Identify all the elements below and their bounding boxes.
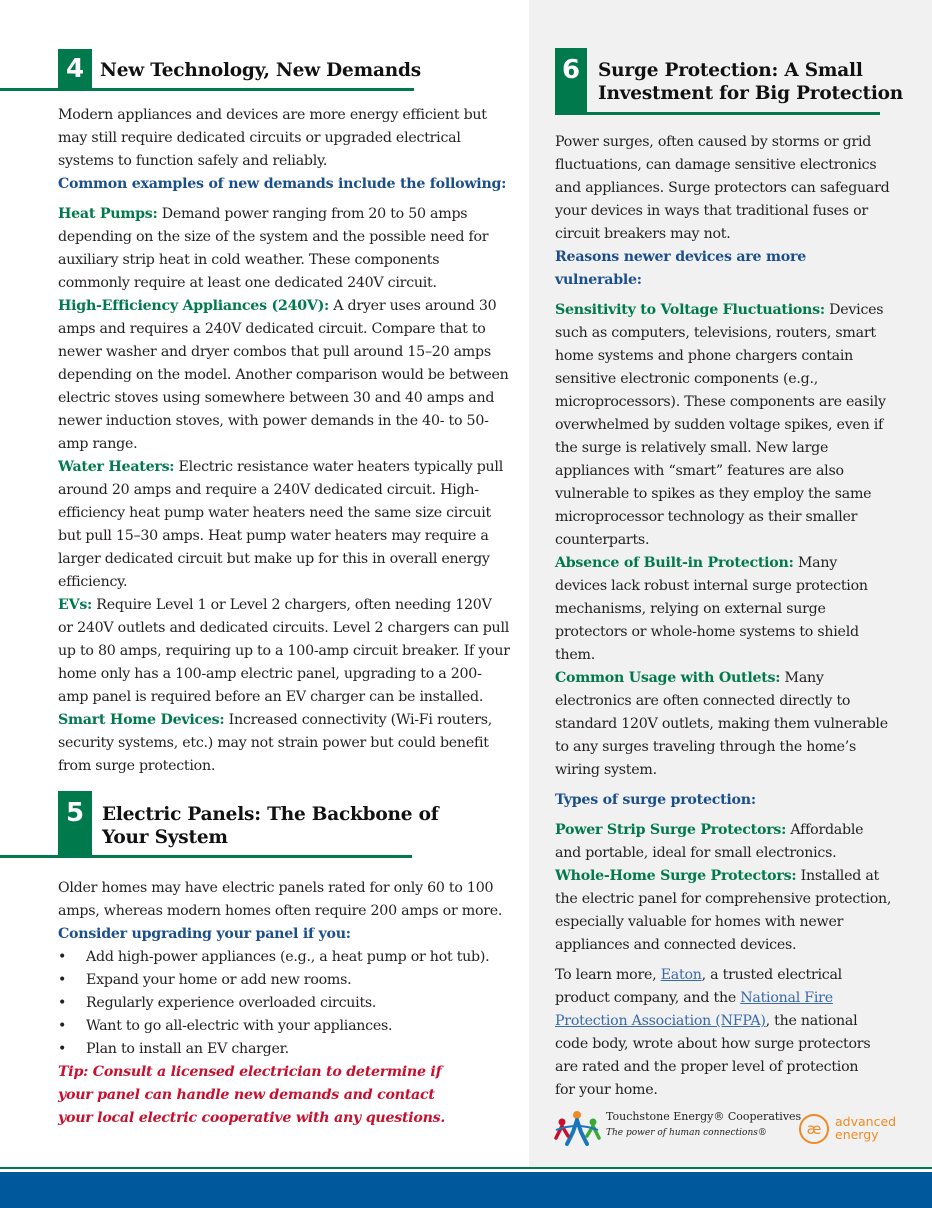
item-high-efficiency-appliances: High-Efficiency Appliances (240V): A dryer uses around 30 amps and requires a 240V dedicated circuit. Compare that to newer washer and dryer combos that pull around 15–20 amps depending on the model. Another comparison would be between electric stoves using somewhere between 30 and 40 amps and newer induction stoves, with power demands in the 40- to 50-amp range. (58, 298, 509, 452)
section-4-title: New Technology, New Demands (100, 60, 421, 81)
section-4-rule (0, 88, 414, 91)
section-6-intro: Power surges, often caused by storms or grid fluctuations, can damage sensitive electronics and appliances. Surge protectors can safeguard your devices in ways that traditional fuses or circuit breakers may not. (555, 134, 890, 242)
list-item: • Want to go all-electric with your appliances. (58, 1015, 510, 1038)
type-whole-home: Whole-Home Surge Protectors: Installed at the electric panel for comprehensive protection, especially valuable for homes with newer appliances and connected devices. (555, 868, 892, 953)
reason-outlet-usage: Common Usage with Outlets: Many electronics are often connected directly to standard 120V outlets, making them vulnerable to any surges traveling through the home’s wiring system. (555, 670, 888, 778)
section-number-4: 4 (58, 49, 92, 89)
footer-rule (0, 1167, 932, 1169)
section-number-6: 6 (555, 48, 587, 114)
section-6-rule (555, 112, 880, 115)
eaton-link[interactable]: Eaton (660, 967, 702, 983)
item-smart-home-devices: Smart Home Devices: Increased connectivity (Wi-Fi routers, security systems, etc.) may not strain power but could benefit from surge protection. (58, 712, 493, 774)
type-power-strip: Power Strip Surge Protectors: Affordable and portable, ideal for small electronics. (555, 822, 864, 861)
reason-voltage-sensitivity: Sensitivity to Voltage Fluctuations: Devices such as computers, televisions, routers, smart home systems and phone chargers contain sensitive electronic components (e.g., microprocessors). These components are easily overwhelmed by sudden voltage spikes, even if the surge is relatively small. New large appliances with “smart” features are also vulnerable to spikes as they employ the same microprocessor technology as their smaller counterparts. (555, 302, 886, 548)
list-item: • Plan to install an EV charger. (58, 1038, 510, 1061)
section-4-examples-heading: Common examples of new demands include the following: (58, 176, 507, 192)
section-4-intro: Modern appliances and devices are more energy efficient but may still require dedicated circuits or upgraded electrical systems to function safely and reliably. (58, 107, 487, 169)
section-4-body (58, 104, 510, 778)
section-5-rule (0, 855, 412, 858)
section-6-body (555, 131, 893, 1102)
item-water-heaters: Water Heaters: Electric resistance water heaters typically pull around 20 amps and require a 240V dedicated circuit. High-efficiency heat pump water heaters need the same size circuit but pull 15–30 amps. Heat pump water heaters may require a larger dedicated circuit but make up for this in overall energy efficiency. (58, 459, 503, 590)
types-heading: Types of surge protection: (555, 792, 756, 808)
section-5-intro: Older homes may have electric panels rated for only 60 to 100 amps, whereas modern homes often require 200 amps or more. Consider upgrading your panel if you: (58, 880, 503, 942)
upgrade-reasons-list (58, 946, 510, 1061)
touchstone-tagline: The power of human connections® (606, 1128, 767, 1138)
touchstone-people-icon (552, 1108, 602, 1150)
learn-more-paragraph: To learn more, Eaton, a trusted electrical product company, and the National Fire Protection Association (NFPA), the national code body, wrote about how surge protectors are rated and the proper level of protection for your home. (555, 967, 871, 1098)
section-6-title: Surge Protection: A Small Investment for Big Protection (598, 60, 904, 104)
item-evs: EVs: Require Level 1 or Level 2 chargers, often needing 120V or 240V outlets and dedicated circuits. Level 2 chargers can pull up to 80 amps, requiring up to a 100-amp circuit breaker. If your home only has a 100-amp electric panel, upgrading to a 200-amp panel is required before an EV charger can be installed. (58, 597, 510, 705)
advanced-energy-mark-icon: æ (799, 1114, 829, 1144)
advanced-energy-logo (799, 1112, 909, 1148)
footer-bar (0, 1172, 932, 1208)
list-item: • Expand your home or add new rooms. (58, 969, 510, 992)
section-number-5: 5 (58, 791, 92, 857)
reason-no-builtin-protection: Absence of Built-in Protection: Many devices lack robust internal surge protection mechanisms, relying on external surge protectors or whole-home systems to shield them. (555, 555, 868, 663)
item-heat-pumps: Heat Pumps: Demand power ranging from 20 to 50 amps depending on the size of the system and the possible need for auxiliary strip heat in cold weather. These components commonly require at least one dedicated 240V circuit. (58, 206, 489, 291)
touchstone-name: Touchstone Energy® Cooperatives (606, 1110, 802, 1123)
touchstone-energy-logo (552, 1108, 802, 1150)
list-item: • Regularly experience overloaded circuits. (58, 992, 510, 1015)
reasons-heading: Reasons newer devices are more vulnerable: (555, 249, 806, 288)
section-5-body (58, 877, 510, 1130)
nfpa-link[interactable]: National Fire Protection Association (NFPA) (555, 990, 833, 1029)
advanced-energy-wordmark: advanced energy (835, 1114, 897, 1142)
list-item: • Add high-power appliances (e.g., a heat pump or hot tub). (58, 946, 510, 969)
electrician-tip: Tip: Consult a licensed electrician to determine if your panel can handle new demands and contact your local electric cooperative with any questions. (58, 1064, 446, 1126)
section-5-title: Electric Panels: The Backbone of Your System (102, 804, 439, 848)
